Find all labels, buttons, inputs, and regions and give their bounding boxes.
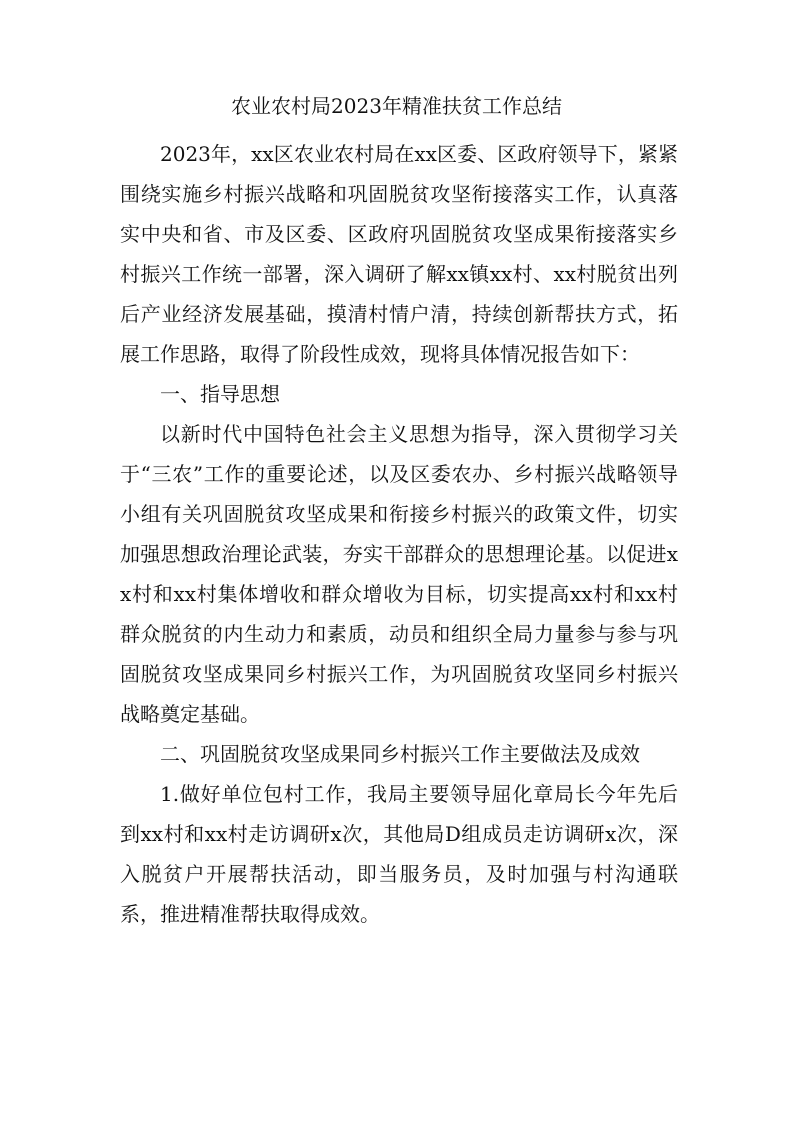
intro-paragraph: 2023年，xx区农业农村局在xx区委、区政府领导下，紧紧围绕实施乡村振兴战略和巩固脱贫攻坚衔接落实工作，认真落实中央和省、市及区委、区政府巩固脱贫攻坚成果衔接落实乡村振兴工作统一部署，深入调研了解xx镇xx村、xx村脱贫出列后产业经济发展基础，摸清村情户清，持续创新帮扶方式，拓展工作思路，取得了阶段性成效，现将具体情况报告如下： (120, 142, 678, 366)
guiding-ideology-paragraph: 以新时代中国特色社会主义思想为指导，深入贯彻学习关于“三农”工作的重要论述，以及区委农办、乡村振兴战略领导小组有关巩固脱贫攻坚成果和衔接乡村振兴的政策文件，切实加强思想政治理论武装，夯实干部群众的思想理论基。以促进xx村和xx村集体增收和群众增收为目标，切实提高xx村和xx村群众脱贫的内生动力和素质，动员和组织全局力量参与参与巩固脱贫攻坚成果同乡村振兴工作，为巩固脱贫攻坚同乡村振兴战略奠定基础。 (120, 422, 678, 726)
document-title: 农业农村局2023年精准扶贫工作总结 (231, 94, 562, 118)
section-heading-main-practices: 二、巩固脱贫攻坚成果同乡村振兴工作主要做法及成效 (160, 742, 640, 766)
village-assistance-paragraph: 1.做好单位包村工作，我局主要领导屈化章局长今年先后到xx村和xx村走访调研x次，其他局D组成员走访调研x次，深入脱贫户开展帮扶活动，即当服务员，及时加强与村沟通联系，推进精准帮扶取得成效。 (120, 782, 678, 926)
section-heading-guiding-ideology: 一、指导思想 (160, 382, 280, 406)
document-body (120, 134, 678, 934)
